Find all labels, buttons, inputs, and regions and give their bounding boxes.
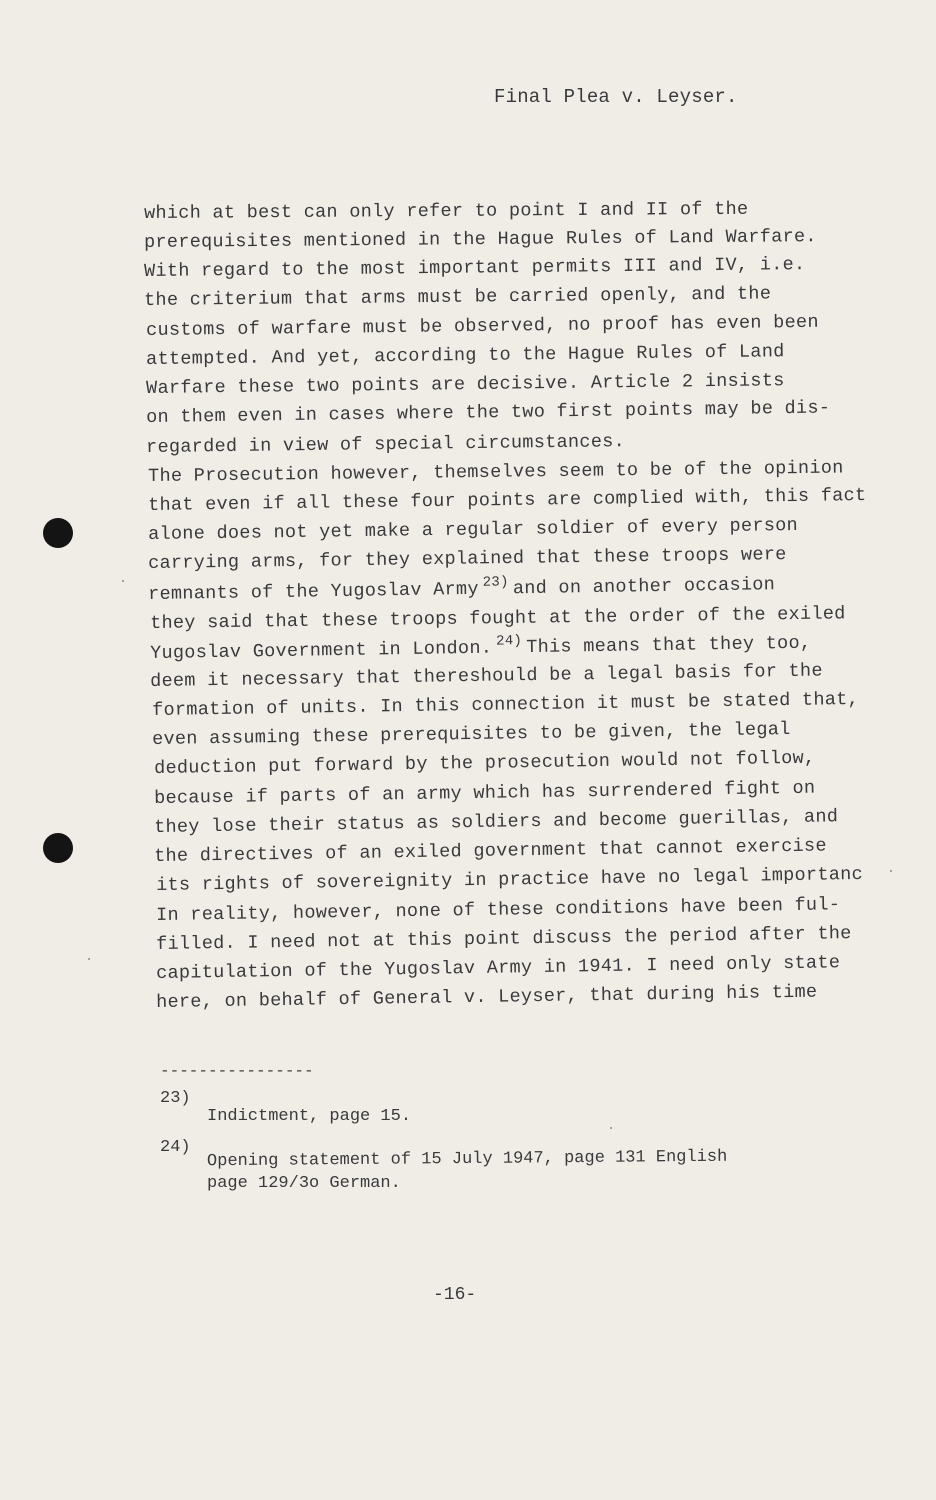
footnote-text-24-line1: Opening statement of 15 July 1947, page 131 English <box>206 1147 728 1172</box>
body-line: they lose their status as soldiers and become guerillas, and <box>154 806 839 838</box>
paper-speck <box>88 958 90 960</box>
punch-hole <box>43 518 73 548</box>
body-line: carrying arms, for they explained that these troops were <box>148 544 787 574</box>
footnote-text-24-line2: page 129/3o German. <box>207 1174 401 1193</box>
body-line: the directives of an exiled government that cannot exercise <box>154 835 827 867</box>
body-line: alone does not yet make a regular soldier of every person <box>148 514 799 545</box>
footnote-mark-23: 23) <box>160 1089 191 1108</box>
body-line-text: This means that they too, <box>526 632 812 659</box>
body-line: because if parts of an army which has surrendered fight on <box>154 777 816 809</box>
body-line: here, on behalf of General v. Leyser, that during his time <box>156 981 818 1013</box>
body-line: Warfare these two points are decisive. Article 2 insists <box>146 370 785 399</box>
body-line-text: and on another occasion <box>512 574 776 600</box>
body-line: attempted. And yet, according to the Hague Rules of Land <box>146 341 785 370</box>
footnote-mark-24: 24) <box>160 1138 191 1157</box>
body-line: In reality, however, none of these conditions have been ful- <box>156 894 841 926</box>
body-line: The Prosecution however, themselves seem to be of the opinion <box>148 457 844 487</box>
body-line: regarded in view of special circumstances. <box>146 431 626 458</box>
body-line: customs of warfare must be observed, no proof has even been <box>146 311 819 341</box>
body-line-text: Yugoslav Government in London. <box>150 637 493 664</box>
page-header: Final Plea v. Leyser. <box>494 86 738 108</box>
punch-hole <box>43 833 73 863</box>
body-line-text: remnants of the Yugoslav Army <box>148 578 479 605</box>
body-line: deduction put forward by the prosecution would not follow, <box>154 747 816 779</box>
body-line: that even if all these four points are complied with, this fact <box>148 484 867 516</box>
paper-speck <box>610 1127 612 1129</box>
body-line: formation of units. In this connection it must be stated that, <box>152 688 860 721</box>
body-line: the criterium that arms must be carried openly, and the <box>144 283 772 311</box>
footnote-reference: 24) <box>495 633 523 650</box>
paper-speck <box>122 580 124 582</box>
body-line <box>150 633 811 664</box>
body-line: prerequisites mentioned in the Hague Rules of Land Warfare. <box>144 226 817 253</box>
body-line: deem it necessary that thereshould be a legal basis for the <box>150 660 823 692</box>
footnote-text-23: Indictment, page 15. <box>207 1107 412 1126</box>
paper-speck <box>890 870 892 872</box>
body-line: on them even in cases where the two first points may be dis- <box>146 397 831 428</box>
body-line <box>148 574 775 605</box>
page-number: -16- <box>433 1285 477 1305</box>
footnote-reference: 23) <box>482 574 509 591</box>
body-line: even assuming these prerequisites to be given, the legal <box>152 718 791 750</box>
body-line: they said that these troops fought at the order of the exiled <box>150 603 846 634</box>
body-line: capitulation of the Yugoslav Army in 1941. I need only state <box>156 952 841 984</box>
footnote-rule: ---------------- <box>160 1062 314 1080</box>
body-line: its rights of sovereignity in practice have no legal importanc <box>156 863 864 896</box>
body-line: which at best can only refer to point I and II of the <box>144 198 749 224</box>
body-line: With regard to the most important permits III and IV, i.e. <box>144 254 806 282</box>
body-line: filled. I need not at this point discuss the period after the <box>156 923 852 955</box>
